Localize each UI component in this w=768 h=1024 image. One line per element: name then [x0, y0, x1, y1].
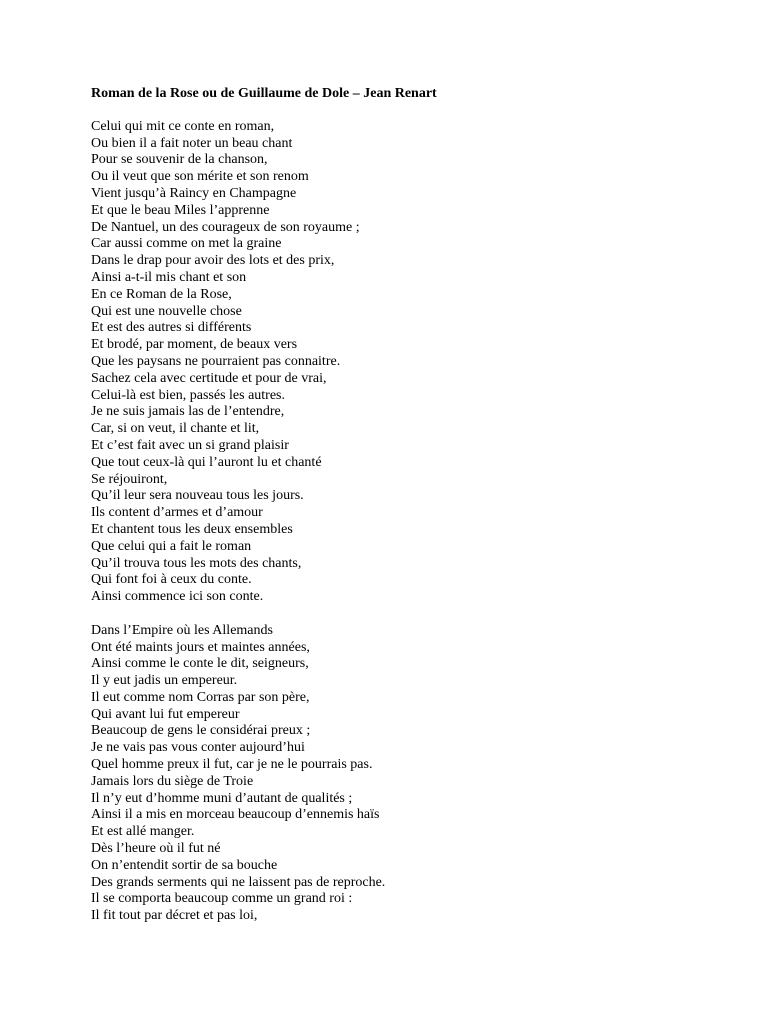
verse-line: Qui font foi à ceux du conte.	[91, 572, 252, 588]
verse-line: Qu’il trouva tous les mots des chants,	[91, 555, 302, 571]
verse-line: Car, si on veut, il chante et lit,	[91, 421, 260, 437]
verse-line: Qui avant lui fut empereur	[91, 706, 240, 722]
verse-line: Dès l’heure où il fut né	[91, 841, 221, 857]
verse-line: Et c’est fait avec un si grand plaisir	[91, 437, 289, 453]
verse-line: Qui est une nouvelle chose	[91, 303, 242, 319]
verse-line: Ou bien il a fait noter un beau chant	[91, 135, 293, 151]
verse-line: Sachez cela avec certitude et pour de vrai,	[91, 370, 327, 386]
document-body	[91, 86, 731, 925]
verse-line: Que les paysans ne pourraient pas connaitre.	[91, 353, 341, 369]
verse-line: Qu’il leur sera nouveau tous les jours.	[91, 488, 304, 504]
stanza	[91, 623, 731, 925]
verse-line: Il n’y eut d’homme muni d’autant de qualités ;	[91, 790, 353, 806]
verse-line: Ainsi commence ici son conte.	[91, 589, 264, 605]
verse-line: Ainsi comme le conte le dit, seigneurs,	[91, 656, 309, 672]
verse-line: Je ne vais pas vous conter aujourd’hui	[91, 740, 305, 756]
verse-line: Beaucoup de gens le considérai preux ;	[91, 723, 311, 739]
verse-line: Dans l’Empire où les Allemands	[91, 622, 273, 638]
verse-line: Il fit tout par décret et pas loi,	[91, 908, 258, 924]
verse-line: Ainsi a-t-il mis chant et son	[91, 269, 247, 285]
verse-line: Et est allé manger.	[91, 824, 195, 840]
verse-line: Que celui qui a fait le roman	[91, 538, 252, 554]
verse-line: Et est des autres si différents	[91, 320, 252, 336]
verse-line: Celui qui mit ce conte en roman,	[91, 118, 275, 134]
verse-line: Car aussi comme on met la graine	[91, 236, 282, 252]
verse-line: Et brodé, par moment, de beaux vers	[91, 337, 298, 353]
verse-line: Que tout ceux-là qui l’auront lu et chanté	[91, 454, 322, 470]
verse-line: Ont été maints jours et maintes années,	[91, 639, 310, 655]
verse-line: Il se comporta beaucoup comme un grand roi :	[91, 891, 353, 907]
verse-line: Se réjouiront,	[91, 471, 168, 487]
verse-line: Ils content d’armes et d’amour	[91, 505, 263, 521]
verse-line: Et que le beau Miles l’apprenne	[91, 202, 270, 218]
verse-line: Vient jusqu’à Raincy en Champagne	[91, 185, 297, 201]
verse-line: Je ne suis jamais las de l’entendre,	[91, 404, 285, 420]
verse-line: Jamais lors du siège de Troie	[91, 773, 254, 789]
verse-line: Celui-là est bien, passés les autres.	[91, 387, 286, 403]
verse-line: Ou il veut que son mérite et son renom	[91, 169, 309, 185]
verse-line: Quel homme preux il fut, car je ne le pourrais pas.	[91, 757, 373, 773]
verse-line: En ce Roman de la Rose,	[91, 286, 232, 302]
verse-line: Ainsi il a mis en morceau beaucoup d’ennemis haïs	[91, 807, 380, 823]
document-title: Roman de la Rose ou de Guillaume de Dole – Jean Renart	[91, 86, 437, 101]
stanza	[91, 119, 731, 606]
verse-line: Il eut comme nom Corras par son père,	[91, 689, 310, 705]
poem-text	[91, 119, 731, 925]
verse-line: Des grands serments qui ne laissent pas de reproche.	[91, 874, 386, 890]
verse-line: Et chantent tous les deux ensembles	[91, 521, 293, 537]
verse-line: Pour se souvenir de la chanson,	[91, 152, 268, 168]
verse-line: Il y eut jadis un empereur.	[91, 673, 238, 689]
verse-line: Dans le drap pour avoir des lots et des prix,	[91, 253, 335, 269]
verse-line: On n’entendit sortir de sa bouche	[91, 857, 278, 873]
verse-line: De Nantuel, un des courageux de son royaume ;	[91, 219, 360, 235]
